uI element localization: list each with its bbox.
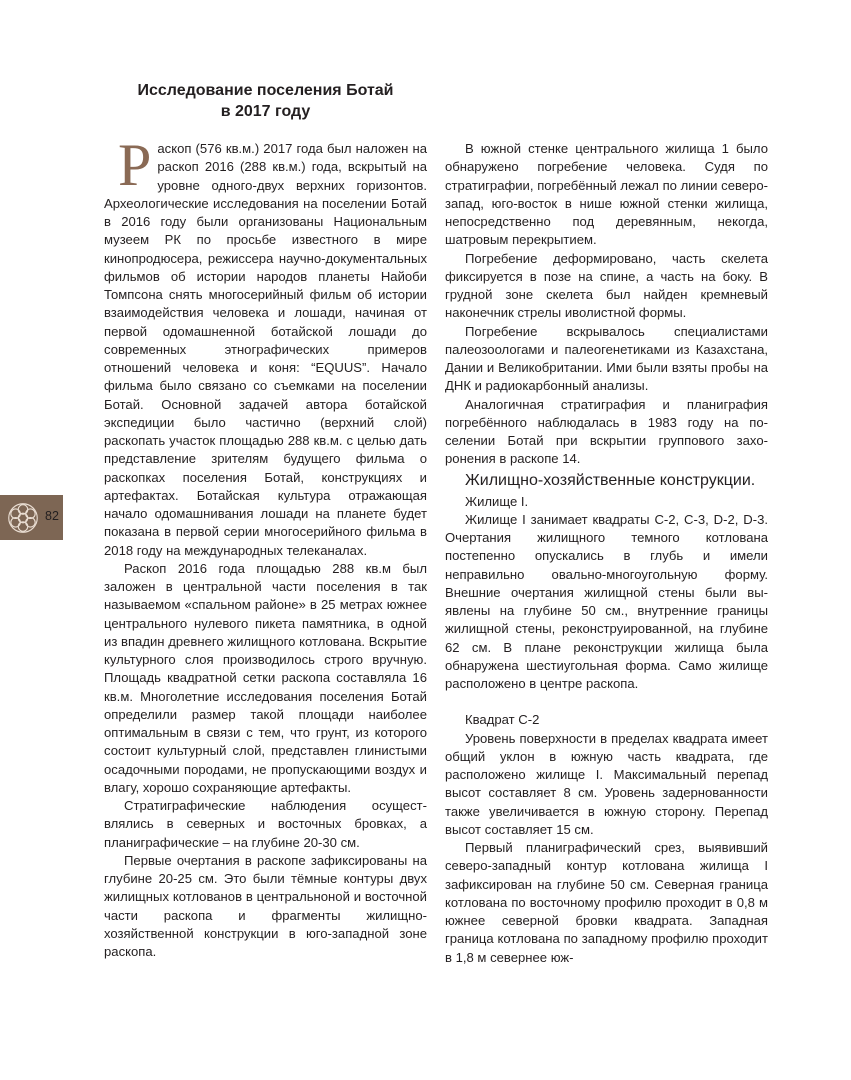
paragraph: Первый планиграфический срез, выявивший северо-западный контур котлована жилища I зафиксирован на глубине 50 см. Северная граница котлована по восточному профилю проходит в 0,8 м южнее северной бровки квадрата. Западная граница котлована по западному профилю проходит в 1,8 м севернее юж- <box>445 840 768 965</box>
article-title <box>104 80 427 122</box>
drop-cap: Р <box>118 132 152 198</box>
left-column <box>104 132 427 961</box>
page-number: 82 <box>45 509 59 523</box>
title-line-1: Исследование поселения Ботай <box>137 82 394 99</box>
subheading-square-c2: Квадрат С-2 <box>465 712 540 728</box>
section-heading: Жилищно-хозяйственные конструкции. <box>465 471 756 489</box>
paragraph: Раскоп 2016 года площадью 288 кв.м был заложен в центральной части поселения в так называемом «спальном районе» в 25 метрах южнее центрального нулевого пикета памятника, в одной из впадин древнего жилищного котлована. Вскрытие культурного слоя производилось строго вручную. Площадь квадратной сетки раскопа составляла 16 кв.м. Многолетние исследования поселения Ботай определили размер такой площади наиболее оптимальным в связи с тем, что грунт, из которого состоит культурный слой, представлен глинистыми осадочными породами, не пропускающими воздух и влагу, хорошо сохраняющие артефакты. <box>104 560 427 795</box>
paragraph: Уровень поверхности в пределах квадрата имеет общий уклон в южную часть квадрата, где расположено жилище I. Максимальный перепад высот составляет 8 см. Уровень задернованности также увеличивается в южную сторону. Перепад высот составляет 15 см. <box>445 730 768 837</box>
paragraph-intro <box>104 132 427 560</box>
paragraph: Первые очертания в раскопе зафиксированы на глубине 20-25 см. Это были тёмные контуры двух жилищных котлованов в центральноной и восточной части раскопа и фрагменты жилищно-хозяйственной конструкции в юго-западной зоне раскопа. <box>104 852 427 959</box>
right-column <box>445 140 768 967</box>
paragraph: Погребение вскрывалось специалистами палеозоологами и палеогенетиками из Казахстана, Дании и Великобритании. Ими были взяты пробы на ДНК и радиокарбонный анализы. <box>445 323 768 394</box>
paragraph-intro-text: аскоп (576 кв.м.) 2017 года был наложен на раскоп 2016 (288 кв.м.) года, вскрытый на уровне одного-двух верхних горизонтов. Археологические исследования на поселении Ботай в 2016 году были организованы Национальным музеем РК по просьбе известного в мире кинопродюсера, режиссера научно-документальных фильмов об истории народов планеты Найоби Томпсона снять многосерийный фильм об истории взаимодействия человека и лошади, начиная от первой одомашненной ботайской лошади до современных этнографических примеров отношений человека и коня: “EQUUS”. Начало фильма было связано со съемками на поселении Ботай. Основной задачей автора ботайской экспедиции было частично (верхний слой) раскопать участок площадью 288 кв.м. с целью дать представление зрителям будущего фильма о раскопках поселения Ботай, конструкциях и артефактах. Ботайская культура отражающая начало одомашнивания лошади на планете будет показана в первой серии многосерийного фильма в 2018 году на международных телеканалах. <box>104 141 427 558</box>
paragraph: Погребение деформировано, часть скелета фиксируется в позе на спине, а часть на боку. В грудной зоне скелета был найден кремневый наконечник стрелы иволистной формы. <box>445 250 768 321</box>
paragraph: Стратиграфические наблюдения осуществлялись в северных и восточных бровках, а планиграфические – на глубине 20-30 см. <box>104 798 427 850</box>
page-number-tab <box>0 495 63 540</box>
title-line-2: в 2017 году <box>220 103 311 120</box>
paragraph: Жилище I занимает квадраты С-2, С-3, D-2, D-3. Очертания жилищного темного котлована постепенно опускались в глубь и имели неправильно овально-многоугольную форму. Внешние очертания жилищной стены были выявлены на глубине 50 см., внутренние границы жилищной стены, реконструированной, на глубине 62 см. В плане реконструкции жилища была обнаружена шестиугольная форма. Само жилище расположено в центре раскопа. <box>445 511 768 691</box>
subheading-dwelling-1: Жилище I. <box>465 493 529 509</box>
rosette-ornament-icon <box>4 499 42 537</box>
paragraph: Аналогичная стратиграфия и планиграфия погребённого наблюдалась в 1983 году на поселении Ботай при вскрытии группового захоронения в раскопе 14. <box>445 396 768 467</box>
spacer <box>445 693 768 711</box>
paragraph: В южной стенке центрального жилища 1 было обнаружено погребение человека. Судя по стратиграфии, погребённый лежал по линии северо-запад, юго-восток в нише южной стенки жилища, непосредственно под деревянным, некогда, шатровым перекрытием. <box>445 141 768 248</box>
